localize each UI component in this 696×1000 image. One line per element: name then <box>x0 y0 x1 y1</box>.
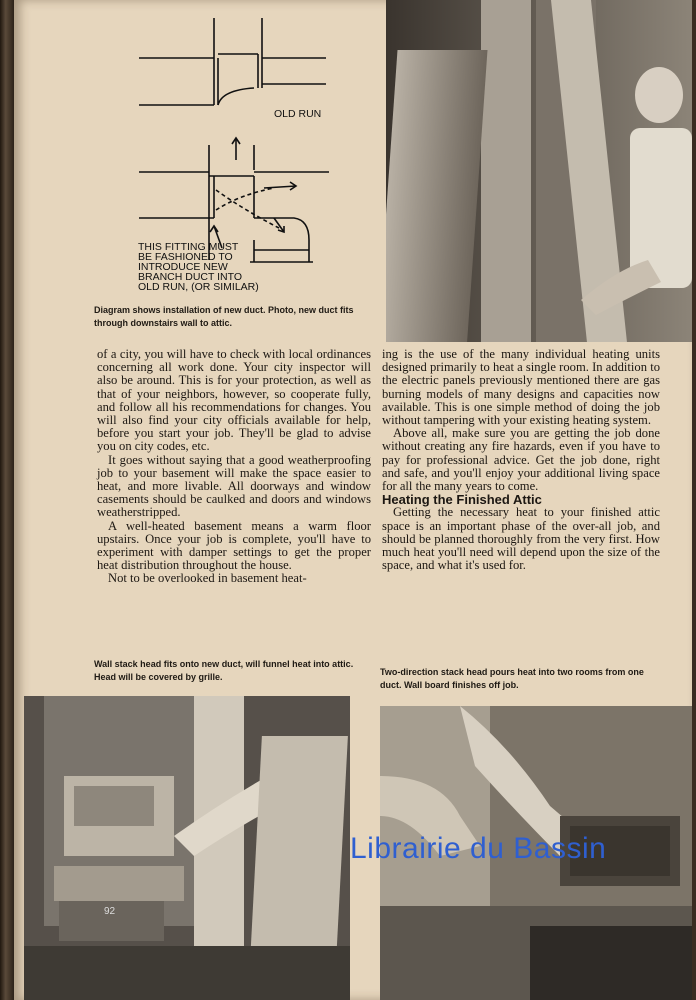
book-spine <box>0 0 14 1000</box>
watermark: Librairie du Bassin <box>350 832 607 865</box>
left-paragraph-1: of a city, you will have to check with local ordinances concerning all work done. Your city inspector will also be around. This is for your protection, as well as that of your neighbors, however, so cooperate fully, and follow all his recommendations for changes. You will also find your city officials available for help, before you start your job. They'll be glad to advise you on city codes, etc. <box>97 347 371 454</box>
duct-diagram <box>104 10 374 305</box>
left-paragraph-4: Not to be overlooked in basement heat- <box>108 571 307 586</box>
old-run-label: OLD RUN <box>274 108 322 120</box>
photo-wall-stack-head <box>24 696 350 1000</box>
right-paragraph-3: Getting the necessary heat to your finished attic space is an important phase of the over-all job, and should be planned thoroughly from the very first. How much heat you'll need will depend upon the size of the space, and what it's used for. <box>382 505 660 573</box>
left-paragraph-2: It goes without saying that a good weatherproofing job to your basement will make the space easier to heat, and more livable. All doorways and window casements should be caulked and doors and windows weatherstripped. <box>97 452 371 520</box>
photo-attic-duct <box>386 0 692 342</box>
caption-top: Diagram shows installation of new duct. Photo, new duct fits through downstairs wall to attic. <box>94 305 354 328</box>
section-heading: Heating the Finished Attic <box>382 492 542 508</box>
left-column <box>97 348 371 586</box>
fitting-note-line-1: THIS FITTING MUST <box>138 241 239 253</box>
fitting-note-line-4: BRANCH DUCT INTO <box>138 271 243 283</box>
fitting-note-line-3: INTRODUCE NEW <box>138 261 228 273</box>
magazine-page <box>14 0 692 1000</box>
right-paragraph-1: ing is the use of the many individual heating units designed primarily to heat a single room. In addition to the electric panels previously mentioned there are gas burning models of many designs and capacities now available. This is one simple method of doing the job without tampering with your existing heating system. <box>382 347 660 428</box>
caption-bottom-left: Wall stack head fits onto new duct, will funnel heat into attic. Head will be covered by grille. <box>94 659 354 682</box>
caption-bottom-right: Two-direction stack head pours heat into two rooms from one duct. Wall board finishes off job. <box>380 667 644 690</box>
left-paragraph-3: A well-heated basement means a warm floor upstairs. Once your job is complete, you'll have to experiment with damper settings to get the proper heat distribution throughout the house. <box>97 518 371 573</box>
fitting-note-line-2: BE FASHIONED TO <box>138 251 233 263</box>
fitting-note-line-5: OLD RUN, (OR SIMILAR) <box>138 281 259 293</box>
right-paragraph-2: Above all, make sure you are getting the job done without creating any fire hazards, even if you have to pay for professional advice. Get the job done, right and safe, and you'll enjoy your additional living space for all the many years to come. <box>382 426 660 494</box>
page-number: 92 <box>104 906 116 917</box>
right-column <box>382 348 660 572</box>
